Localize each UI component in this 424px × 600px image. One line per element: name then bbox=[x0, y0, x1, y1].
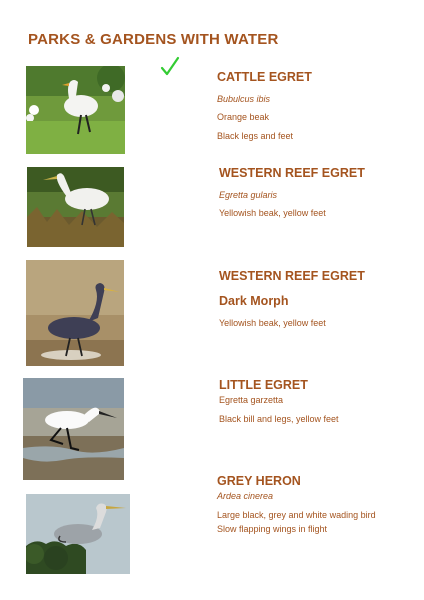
bird-name: LITTLE EGRET bbox=[219, 378, 308, 392]
bird-scientific-name: Egretta gularis bbox=[219, 190, 278, 200]
cattle-egret-photo bbox=[26, 66, 125, 154]
bird-scientific-name: Bubulcus ibis bbox=[217, 94, 271, 104]
bird-note: Orange beak bbox=[217, 112, 270, 122]
bird-name: WESTERN REEF EGRET bbox=[219, 269, 365, 283]
grey-heron-photo bbox=[26, 494, 130, 574]
bird-scientific-name: Egretta garzetta bbox=[219, 395, 284, 405]
bird-note: Black legs and feet bbox=[217, 131, 294, 141]
checkmark-icon bbox=[160, 56, 180, 78]
western-reef-egret-photo bbox=[27, 167, 124, 247]
bird-note: Slow flapping wings in flight bbox=[217, 524, 328, 534]
bird-note: Large black, grey and white wading bird bbox=[217, 510, 376, 520]
western-reef-egret-dark-morph-photo bbox=[26, 260, 124, 366]
bird-variant: Dark Morph bbox=[219, 294, 289, 308]
bird-note: Yellowish beak, yellow feet bbox=[219, 208, 326, 218]
bird-name: GREY HERON bbox=[217, 474, 301, 488]
bird-note: Yellowish beak, yellow feet bbox=[219, 318, 326, 328]
little-egret-photo bbox=[23, 378, 124, 480]
bird-scientific-name: Ardea cinerea bbox=[217, 491, 274, 501]
page-title: PARKS & GARDENS WITH WATER bbox=[28, 31, 279, 48]
bird-name: CATTLE EGRET bbox=[217, 70, 312, 84]
bird-note: Black bill and legs, yellow feet bbox=[219, 414, 339, 424]
bird-name: WESTERN REEF EGRET bbox=[219, 166, 365, 180]
